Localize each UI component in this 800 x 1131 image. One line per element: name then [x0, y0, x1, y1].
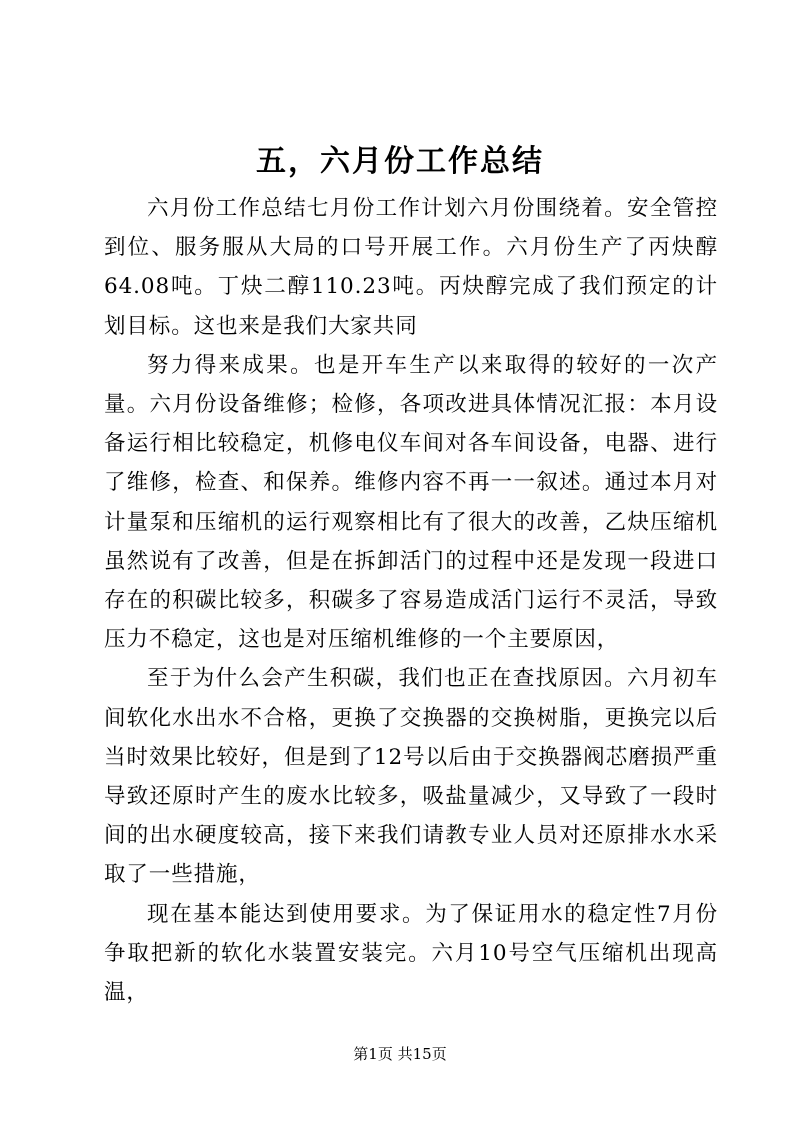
page-number-footer: 第1页 共15页: [353, 1045, 447, 1063]
paragraph-1: 六月份工作总结七月份工作计划六月份围绕着。安全管控到位、服务服从大局的口号开展工作。六月份生产了丙炔醇64.08吨。丁炔二醇110.23吨。丙炔醇完成了我们预定的计划目标。这也来是我们大家共同: [104, 196, 718, 339]
paragraph-4: 现在基本能达到使用要求。为了保证用水的稳定性7月份争取把新的软化水装置安装完。六月10号空气压缩机出现高温，: [104, 901, 718, 1006]
paragraph-2: 努力得来成果。也是开车生产以来取得的较好的一次产量。六月份设备维修；检修，各项改进具体情况汇报：本月设备运行相比较稳定，机修电仪车间对各车间设备，电器、进行了维修，检查、和保养。维修内容不再一一叙述。通过本月对计量泵和压缩机的运行观察相比有了很大的改善，乙炔压缩机虽然说有了改善，但是在拆卸活门的过程中还是发现一段进口存在的积碳比较多，积碳多了容易造成活门运行不灵活，导致压力不稳定，这也是对压缩机维修的一个主要原因，: [104, 352, 718, 653]
document-body: [104, 189, 718, 1012]
paragraph-3: 至于为什么会产生积碳，我们也正在查找原因。六月初车间软化水出水不合格，更换了交换器的交换树脂，更换完以后当时效果比较好，但是到了12号以后由于交换器阀芯磨损严重导致还原时产生的废水比较多，吸盐量减少，又导致了一段时间的出水硬度较高，接下来我们请教专业人员对还原排水水采取了一些措施，: [104, 666, 718, 888]
page-title: 五，六月份工作总结: [256, 144, 544, 179]
